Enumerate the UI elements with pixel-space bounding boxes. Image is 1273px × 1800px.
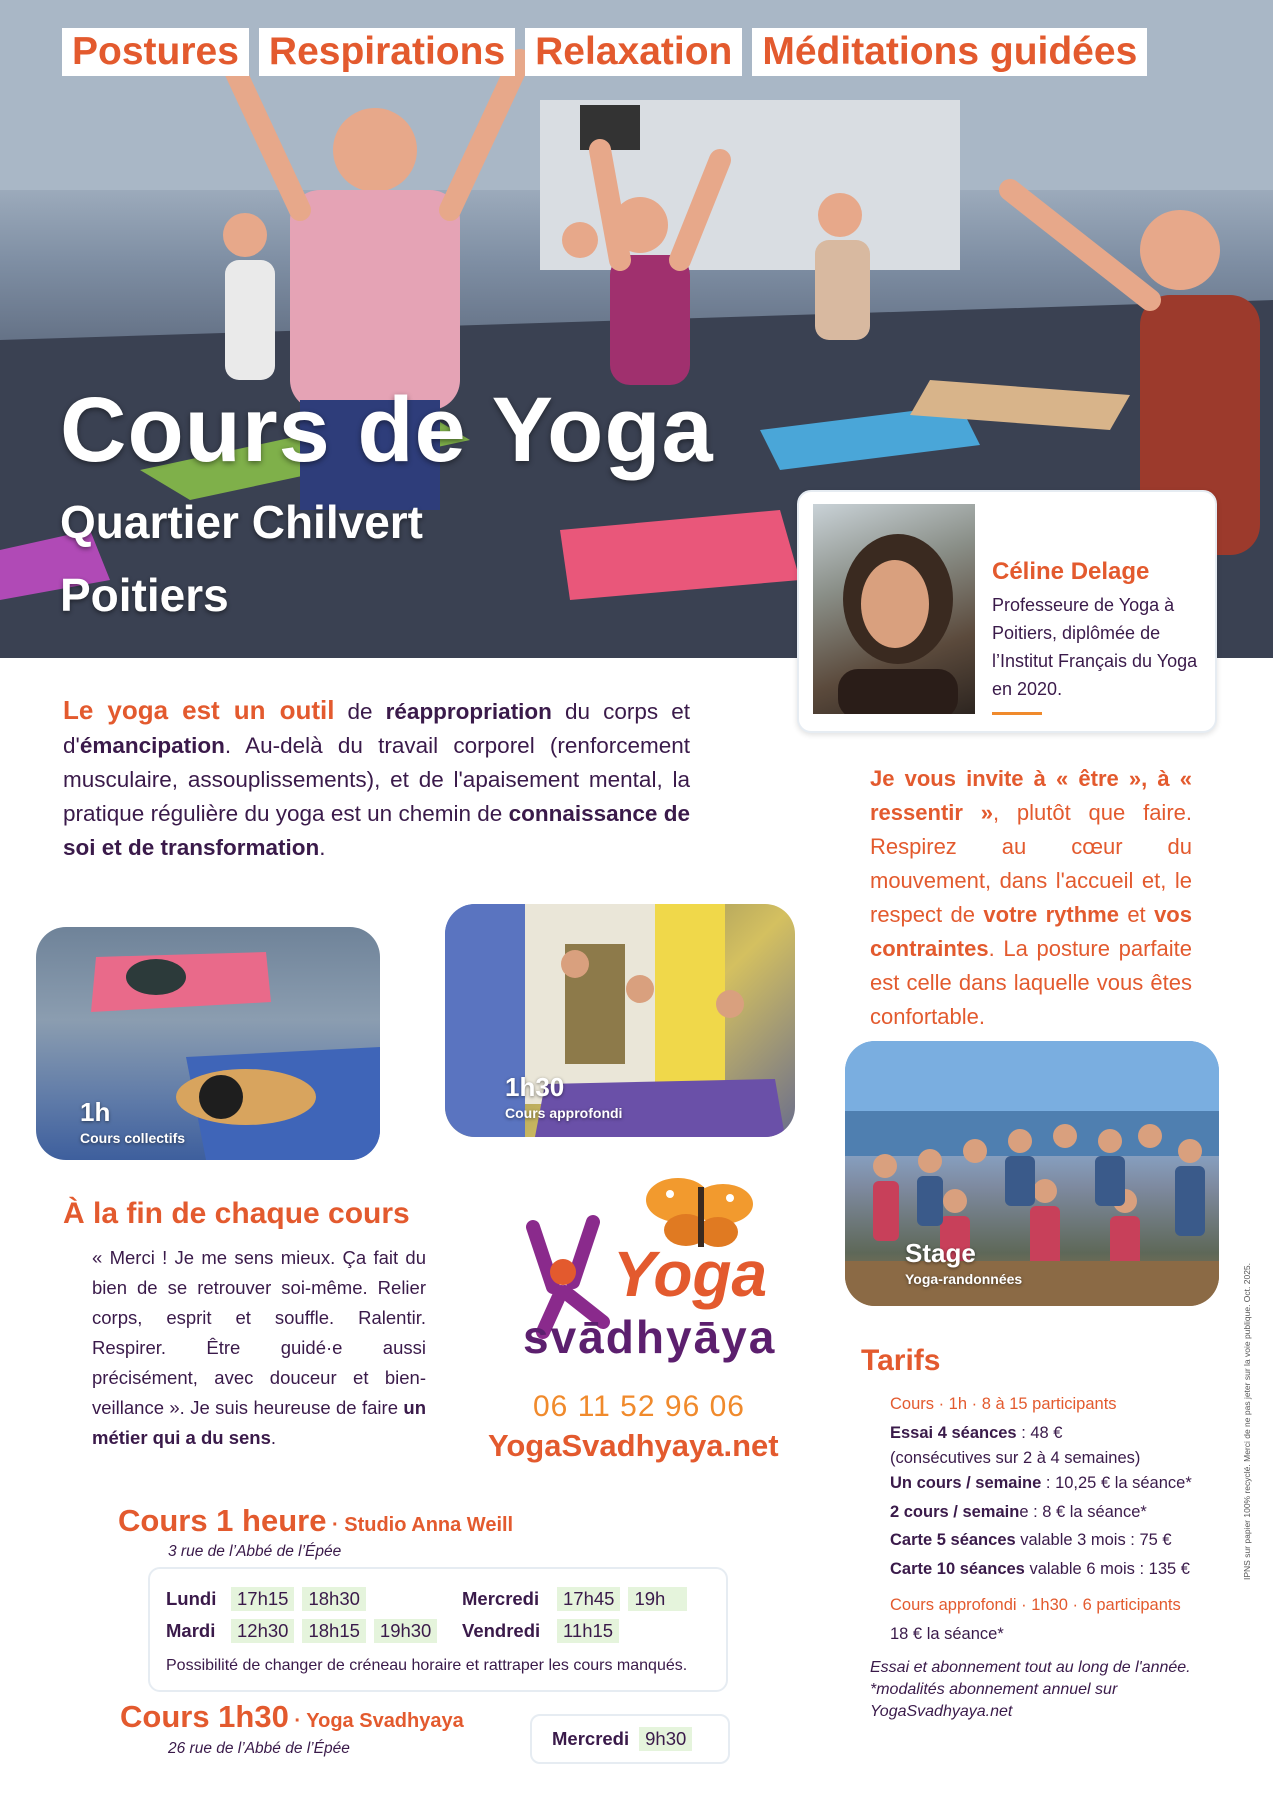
invite-bold-3: vos contraintes — [870, 902, 1192, 961]
day-label: Mardi — [166, 1620, 216, 1641]
time-slot: 11h15 — [557, 1619, 619, 1643]
time-slot: 12h30 — [231, 1619, 294, 1643]
tarif-essai — [890, 1419, 1230, 1448]
website-link[interactable]: YogaSvadhyaya.net — [488, 1428, 779, 1463]
tarif-essai-price: : 48 € — [1016, 1423, 1063, 1442]
tarif-c5-label: Carte 5 séances — [890, 1531, 1016, 1549]
intro-bold-3: connaissance de soi et de transformation — [63, 801, 690, 860]
tarif-essai-label: Essai 4 séances — [890, 1423, 1017, 1442]
course-1h30-venue: · Yoga Svadhyaya — [288, 1710, 464, 1732]
tarif-un-price: : 10,25 € la séance* — [1041, 1474, 1192, 1492]
phone-number[interactable]: 06 11 52 96 06 — [533, 1390, 745, 1423]
schedule-row-lundi — [166, 1587, 374, 1611]
tarifs-notes — [870, 1657, 1230, 1723]
subtitle-city: Poitiers — [60, 569, 229, 621]
schedule-1h — [148, 1567, 728, 1692]
intro-lead: Le yoga est un outil — [63, 695, 335, 725]
teacher-card — [797, 490, 1217, 733]
tarif-carte-10 — [890, 1555, 1230, 1584]
tagline — [62, 28, 1147, 76]
intro-text-4: . — [319, 835, 326, 860]
course-1h30-address: 26 rue de l’Abbé de l’Épée — [168, 1740, 350, 1757]
photo-tile-collectif — [36, 927, 380, 1160]
time-slot: 19h30 — [374, 1619, 437, 1643]
tile-caption: Yoga-randonnées — [905, 1271, 1023, 1287]
tile-caption: Cours approfondi — [505, 1105, 623, 1121]
schedule-1h30 — [530, 1714, 730, 1764]
tile-duration: 1h — [80, 1097, 111, 1127]
brand-logo — [513, 1172, 777, 1372]
intro-bold-2: émancipation — [79, 733, 225, 758]
intro-text-2: du corps et d' — [63, 699, 690, 758]
invite-text-1: , plutôt que faire. Respirez au cœur du mouvement, dans l'accueil et, le respect de — [870, 800, 1192, 927]
schedule-row-vendredi — [462, 1619, 627, 1643]
legal-footnote: IPNS sur papier 100% recyclé. Merci de ne pas jeter sur la voie publique. Oct. 2025. — [1242, 1262, 1252, 1580]
note-line-2: *modalités abonnement annuel sur — [870, 1681, 1118, 1698]
tarif-c5-price: valable 3 mois : 75 € — [1015, 1531, 1172, 1549]
tarif-un-label: Un cours / semaine — [890, 1474, 1042, 1492]
logo-word-svadhyaya: svādhyāya — [523, 1311, 777, 1363]
time-slot: 9h30 — [639, 1727, 692, 1751]
course-1h-title: Cours 1 heure — [118, 1503, 327, 1538]
tarif-collectif: Cours · 1h · 8 à 15 participants — [890, 1395, 1117, 1413]
course-1h30-title: Cours 1h30 — [120, 1699, 289, 1734]
tile-title: Stage — [905, 1238, 976, 1268]
end-of-class-title: À la fin de chaque cours — [63, 1197, 410, 1230]
intro-text-3: . Au-delà du travail corporel (renforcement musculaire, assouplissements), et de l'apaisement mental, la pratique régulière du yoga est un chemin de — [63, 733, 690, 826]
tile-caption: Cours collectifs — [80, 1130, 186, 1146]
quote-text: « Merci ! Je me sens mieux. Ça fait du bien de se retrouver soi-même. Relier corps, esprit et souffle. Ralentir. Respirer. Être guidé·e aussi précisément, avec douceur et bien-veillance ». Je suis heureuse de faire — [92, 1247, 426, 1418]
tag-respirations: Respirations — [259, 28, 515, 76]
logo-word-yoga: Yoga — [613, 1238, 768, 1310]
tarifs-title: Tarifs — [861, 1344, 941, 1377]
tarif-c10-price: valable 6 mois : 135 € — [1024, 1559, 1190, 1578]
schedule-row-mardi — [166, 1619, 445, 1643]
invite-text-2: et — [1118, 902, 1155, 927]
schedule-row-mercredi — [462, 1587, 695, 1611]
tarif-c10-label: Carte 10 séances — [890, 1559, 1025, 1578]
tag-meditations: Méditations guidées — [752, 28, 1147, 76]
photo-tile-stage — [845, 1041, 1219, 1306]
course-1h-address: 3 rue de l’Abbé de l’Épée — [168, 1543, 342, 1560]
intro-text — [63, 693, 690, 865]
teacher-photo — [813, 504, 975, 714]
teacher-description: Professeure de Yoga à Poitiers, diplômée de l’Institut Français du Yoga en 2020. — [992, 595, 1198, 699]
divider — [992, 712, 1042, 715]
schedule-note: Possibilité de changer de créneau horaire et rattraper les cours manqués. — [166, 1657, 688, 1674]
time-slot: 17h15 — [231, 1587, 294, 1611]
tarif-deux-price: e : 8 € la séance* — [1019, 1502, 1147, 1521]
teacher-name: Céline Delage — [992, 558, 1150, 585]
day-label: Mercredi — [552, 1728, 630, 1749]
tarif-approfondi-price: 18 € la séance* — [890, 1624, 1004, 1643]
course-1h-venue: · Studio Anna Weill — [326, 1514, 514, 1536]
spacer — [890, 1583, 1230, 1591]
tarif-deux-label: 2 cours / semain — [890, 1502, 1020, 1521]
day-label: Mercredi — [462, 1588, 540, 1609]
invite-text — [870, 762, 1192, 1034]
tarif-un-cours — [890, 1469, 1230, 1498]
tarif-deux-cours — [890, 1498, 1230, 1527]
tarif-essai-note: (consécutives sur 2 à 4 semaines) — [890, 1449, 1141, 1467]
quote-end: . — [270, 1427, 277, 1448]
course-1h30-heading — [120, 1699, 464, 1735]
intro-bold-1: réappropriation — [385, 699, 552, 724]
tag-relaxation: Relaxation — [525, 28, 742, 76]
time-slot: 18h30 — [302, 1587, 365, 1611]
day-label: Lundi — [166, 1588, 217, 1609]
invite-bold-1: Je vous invite à « être », à « ressentir » — [870, 766, 1192, 825]
tile-duration: 1h30 — [505, 1072, 565, 1102]
subtitle-quartier: Quartier Chilvert — [60, 496, 423, 548]
intro-text-1: de — [334, 699, 386, 724]
page-title: Cours de Yoga — [60, 379, 714, 481]
tarif-carte-5 — [890, 1526, 1230, 1555]
time-slot: 19h — [628, 1587, 687, 1611]
time-slot: 18h15 — [302, 1619, 365, 1643]
invite-text-3: . La posture parfaite est celle dans laquelle vous êtes confortable. — [870, 936, 1192, 1029]
note-line-3: YogaSvadhyaya.net — [870, 1703, 1013, 1720]
tag-postures: Postures — [62, 28, 249, 76]
tarifs-list — [890, 1390, 1230, 1648]
invite-bold-2: votre rythme — [983, 902, 1119, 927]
quote-bold: un métier qui a du sens — [92, 1397, 426, 1448]
photo-tile-approfondi — [445, 904, 795, 1137]
note-line-1: Essai et abonnement tout au long de l'année. — [870, 1659, 1191, 1676]
day-label: Vendredi — [462, 1620, 541, 1641]
course-1h-heading — [118, 1503, 513, 1539]
tarif-approfondi: Cours approfondi · 1h30 · 6 participants — [890, 1596, 1181, 1614]
testimonial-quote — [92, 1243, 426, 1453]
time-slot: 17h45 — [557, 1587, 620, 1611]
